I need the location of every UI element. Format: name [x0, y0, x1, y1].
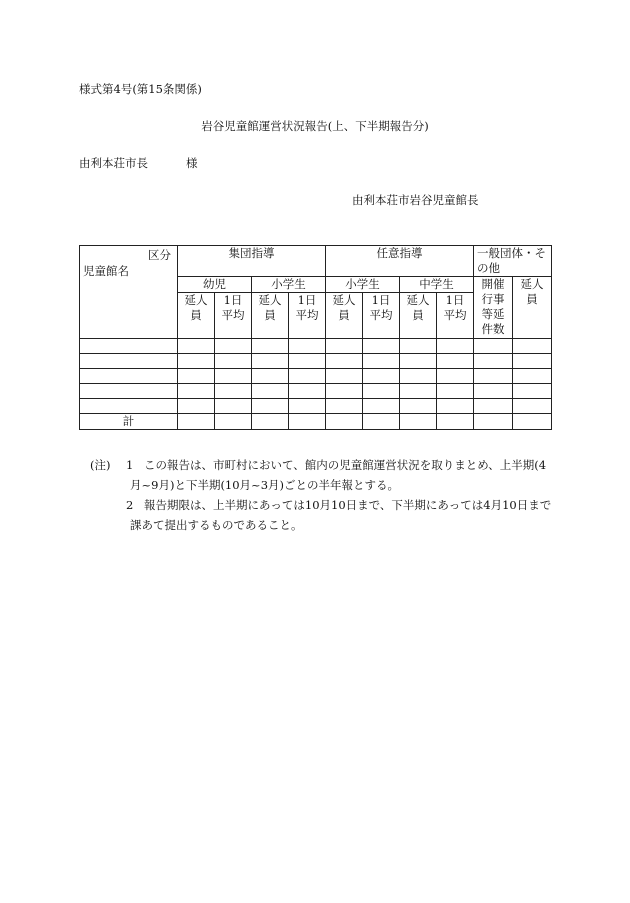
header-nobe: 延人員: [400, 293, 437, 339]
addressee-name: 由利本荘市長: [79, 156, 148, 170]
table-row: [80, 399, 552, 414]
total-row: [80, 414, 552, 430]
header-kaisai: 開催行事等延件数: [474, 277, 513, 339]
note-text: 報告期限は、上半期にあっては10月10日まで、下半期にあっては4月10日まで: [144, 498, 552, 512]
table-row: [80, 339, 552, 354]
header-nobe: 延人員: [326, 293, 363, 339]
total-label: 計: [80, 414, 178, 430]
header-ippan: 一般団体・その他: [474, 246, 552, 277]
table-row: [80, 354, 552, 369]
note-1: [90, 455, 551, 475]
header-nobe-ippan: 延人員: [513, 277, 552, 339]
form-number: 様式第4号(第15条関係): [79, 82, 202, 96]
header-shogakusei-shudan: 小学生: [252, 277, 326, 293]
header-kubun: 区分: [148, 248, 171, 262]
header-nini: 任意指導: [326, 246, 474, 277]
notes: [90, 455, 551, 535]
header-heikin: 1日平均: [363, 293, 400, 339]
note-number: 2: [126, 498, 134, 512]
note-1-continuation: 月~9月)と下半期(10月~3月)ごとの半年報とする。: [130, 478, 399, 492]
addressee-honorific: 様: [186, 156, 198, 170]
note-2-continuation: 課あて提出するものであること。: [130, 518, 303, 532]
header-chugakusei: 中学生: [400, 277, 474, 293]
document-title: 岩谷児童館運営状況報告(上、下半期報告分): [201, 119, 429, 133]
sender: 由利本荘市岩谷児童館長: [352, 193, 479, 207]
header-kan-name: 児童館名: [83, 264, 129, 278]
header-heikin: 1日平均: [289, 293, 326, 339]
header-heikin: 1日平均: [215, 293, 252, 339]
header-nobe: 延人員: [252, 293, 289, 339]
note-number: 1: [126, 458, 134, 472]
header-shogakusei-nini: 小学生: [326, 277, 400, 293]
report-table: [79, 245, 552, 430]
header-nobe: 延人員: [178, 293, 215, 339]
note-text: この報告は、市町村において、館内の児童館運営状況を取りまとめ、上半期(4: [144, 458, 547, 472]
header-yoji: 幼児: [178, 277, 252, 293]
table-row: [80, 369, 552, 384]
header-shudan: 集団指導: [178, 246, 326, 277]
header-heikin: 1日平均: [437, 293, 474, 339]
header-corner-cell: [80, 246, 178, 339]
table-row: [80, 384, 552, 399]
header-row-groups: [80, 246, 552, 277]
addressee: [79, 155, 198, 171]
note-2: [90, 495, 551, 515]
notes-label: (注): [90, 458, 111, 472]
